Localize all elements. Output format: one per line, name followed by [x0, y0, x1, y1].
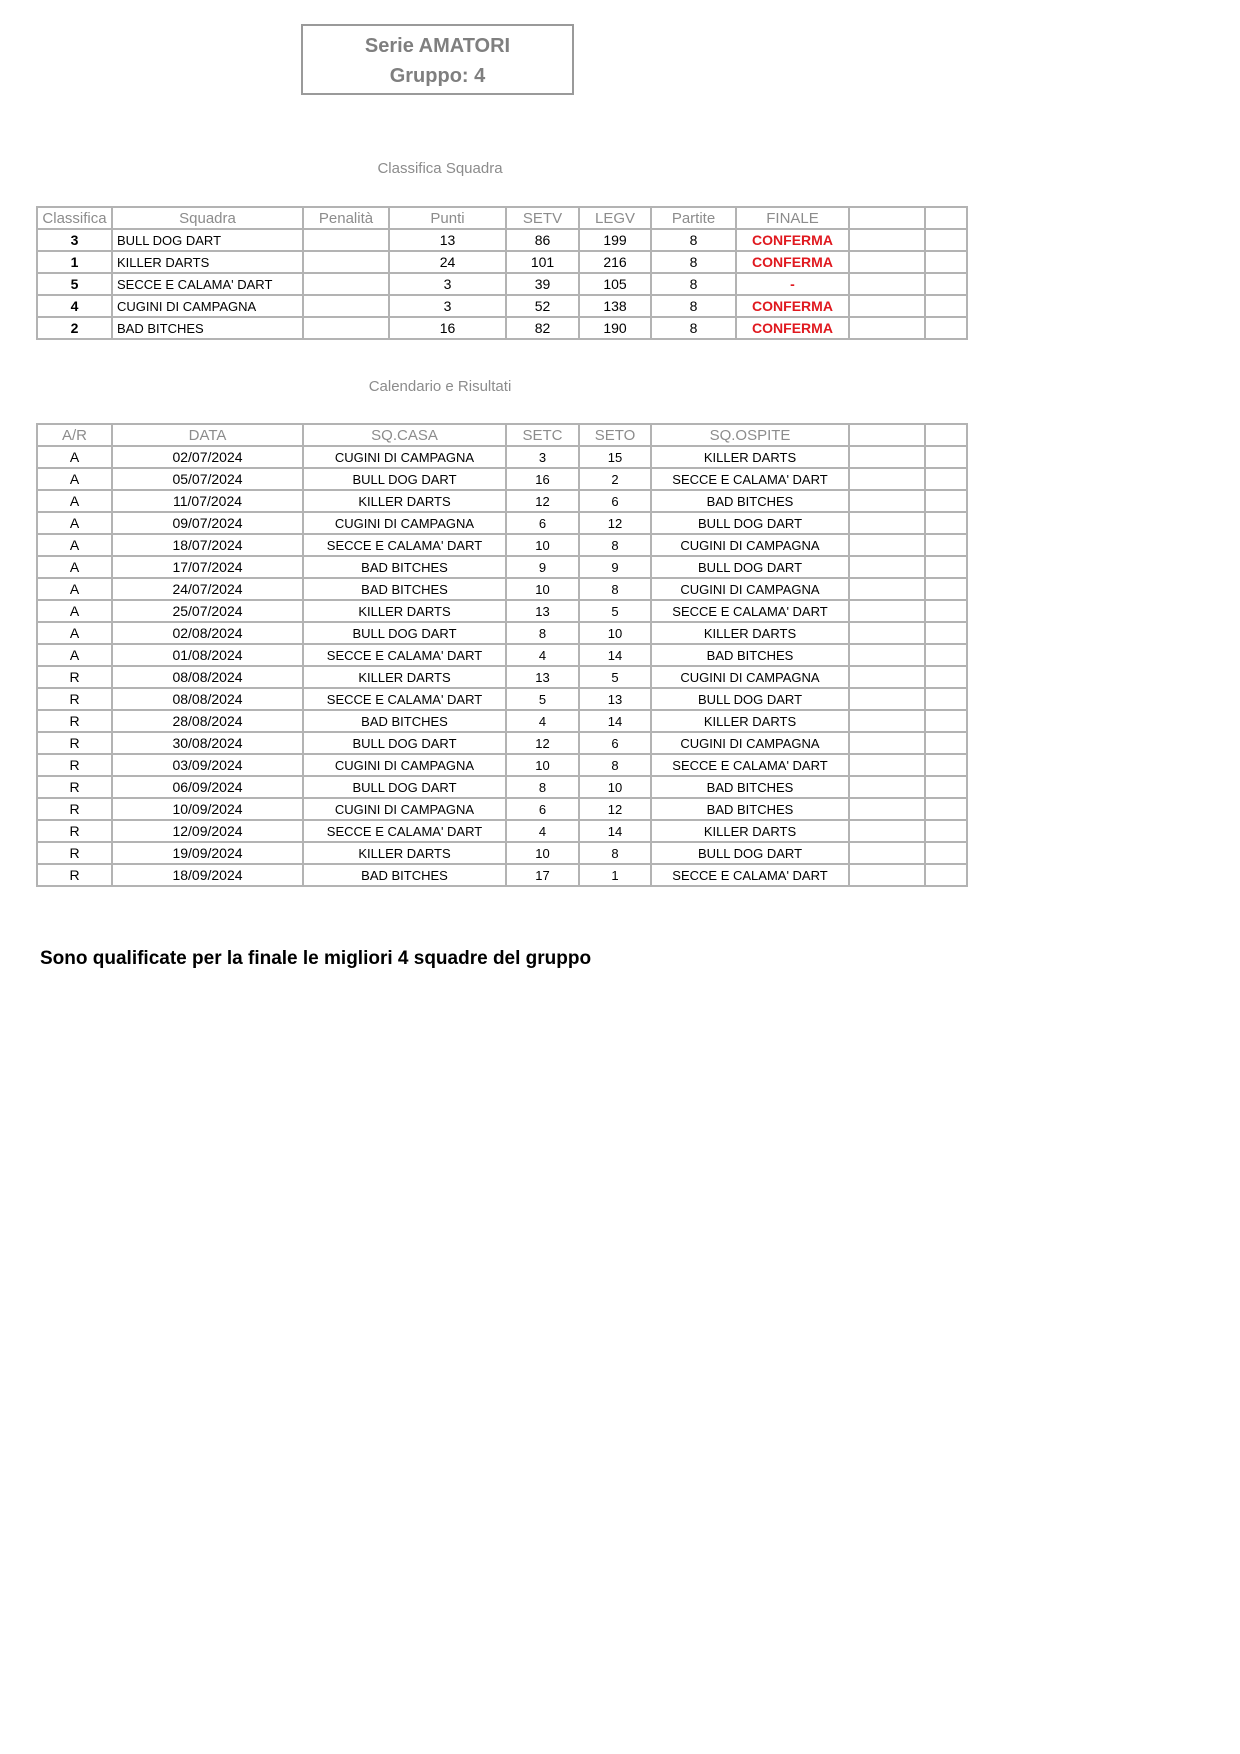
calendar-empty-cell	[849, 556, 925, 578]
calendar-seto: 15	[579, 446, 651, 468]
standings-finale: CONFERMA	[736, 229, 849, 251]
standings-played: 8	[651, 295, 736, 317]
calendar-empty-cell	[925, 798, 967, 820]
calendar-empty-cell	[925, 842, 967, 864]
standings-row	[37, 229, 967, 251]
calendar-ar: A	[37, 644, 112, 666]
calendar-setc: 13	[506, 600, 579, 622]
column-header: Classifica	[37, 207, 112, 229]
calendar-ar: A	[37, 578, 112, 600]
standings-row	[37, 251, 967, 273]
calendar-row	[37, 842, 967, 864]
standings-penalty	[303, 251, 389, 273]
calendar-home-team: SECCE E CALAMA' DART	[303, 644, 506, 666]
calendar-home-team: KILLER DARTS	[303, 490, 506, 512]
standings-table	[36, 206, 968, 340]
column-header: SQ.OSPITE	[651, 424, 849, 446]
calendar-empty-cell	[849, 842, 925, 864]
standings-empty-cell	[849, 251, 925, 273]
calendar-table	[36, 423, 968, 887]
calendar-setc: 8	[506, 622, 579, 644]
calendar-date: 19/09/2024	[112, 842, 303, 864]
calendar-setc: 12	[506, 490, 579, 512]
calendar-seto: 12	[579, 512, 651, 534]
calendar-empty-cell	[849, 644, 925, 666]
calendar-row	[37, 600, 967, 622]
standings-rank: 5	[37, 273, 112, 295]
calendar-seto: 14	[579, 820, 651, 842]
calendar-row	[37, 578, 967, 600]
standings-setv: 101	[506, 251, 579, 273]
calendar-away-team: BAD BITCHES	[651, 776, 849, 798]
calendar-date: 02/07/2024	[112, 446, 303, 468]
calendar-empty-cell	[925, 600, 967, 622]
standings-finale: CONFERMA	[736, 317, 849, 339]
calendar-ar: A	[37, 622, 112, 644]
calendar-ar: R	[37, 820, 112, 842]
calendar-date: 03/09/2024	[112, 754, 303, 776]
calendar-home-team: BAD BITCHES	[303, 710, 506, 732]
calendar-home-team: BULL DOG DART	[303, 468, 506, 490]
standings-empty-cell	[925, 295, 967, 317]
calendar-empty-cell	[849, 798, 925, 820]
calendar-empty-cell	[925, 820, 967, 842]
calendar-row	[37, 732, 967, 754]
standings-rank: 2	[37, 317, 112, 339]
calendar-ar: A	[37, 600, 112, 622]
calendar-empty-cell	[925, 644, 967, 666]
standings-played: 8	[651, 273, 736, 295]
calendar-home-team: KILLER DARTS	[303, 600, 506, 622]
column-header: SETV	[506, 207, 579, 229]
calendar-date: 18/09/2024	[112, 864, 303, 886]
standings-section-label: Classifica Squadra	[377, 160, 503, 177]
calendar-date: 17/07/2024	[112, 556, 303, 578]
calendar-seto: 5	[579, 600, 651, 622]
calendar-date: 05/07/2024	[112, 468, 303, 490]
column-header: Punti	[389, 207, 506, 229]
calendar-ar: R	[37, 842, 112, 864]
calendar-date: 01/08/2024	[112, 644, 303, 666]
calendar-row	[37, 490, 967, 512]
calendar-row	[37, 512, 967, 534]
calendar-away-team: KILLER DARTS	[651, 710, 849, 732]
calendar-empty-cell	[849, 468, 925, 490]
calendar-away-team: BAD BITCHES	[651, 490, 849, 512]
standings-row	[37, 295, 967, 317]
calendar-seto: 8	[579, 754, 651, 776]
standings-finale: CONFERMA	[736, 295, 849, 317]
qualification-note: Sono qualificate per la finale le migliori 4 squadre del gruppo	[40, 948, 592, 969]
standings-empty-cell	[849, 317, 925, 339]
standings-empty-cell	[849, 295, 925, 317]
calendar-home-team: SECCE E CALAMA' DART	[303, 688, 506, 710]
calendar-date: 12/09/2024	[112, 820, 303, 842]
calendar-away-team: BULL DOG DART	[651, 842, 849, 864]
calendar-ar: R	[37, 864, 112, 886]
group-title: Gruppo: 4	[389, 65, 486, 87]
calendar-date: 08/08/2024	[112, 688, 303, 710]
series-title: Serie AMATORI	[364, 35, 511, 57]
standings-finale: CONFERMA	[736, 251, 849, 273]
calendar-row	[37, 534, 967, 556]
column-header: SETC	[506, 424, 579, 446]
calendar-home-team: BULL DOG DART	[303, 776, 506, 798]
standings-rank: 1	[37, 251, 112, 273]
column-header: A/R	[37, 424, 112, 446]
standings-penalty	[303, 295, 389, 317]
standings-empty-cell	[849, 273, 925, 295]
standings-empty-cell	[925, 317, 967, 339]
calendar-empty-cell	[849, 534, 925, 556]
calendar-empty-cell	[925, 864, 967, 886]
calendar-ar: R	[37, 776, 112, 798]
calendar-setc: 5	[506, 688, 579, 710]
calendar-setc: 17	[506, 864, 579, 886]
calendar-row	[37, 666, 967, 688]
calendar-seto: 8	[579, 534, 651, 556]
calendar-ar: A	[37, 556, 112, 578]
calendar-home-team: CUGINI DI CAMPAGNA	[303, 754, 506, 776]
calendar-away-team: BAD BITCHES	[651, 644, 849, 666]
calendar-date: 28/08/2024	[112, 710, 303, 732]
calendar-setc: 8	[506, 776, 579, 798]
calendar-home-team: KILLER DARTS	[303, 666, 506, 688]
calendar-ar: R	[37, 732, 112, 754]
calendar-seto: 12	[579, 798, 651, 820]
column-header	[849, 207, 925, 229]
calendar-home-team: CUGINI DI CAMPAGNA	[303, 446, 506, 468]
standings-team: BAD BITCHES	[112, 317, 303, 339]
standings-legv: 190	[579, 317, 651, 339]
standings-points: 24	[389, 251, 506, 273]
standings-setv: 86	[506, 229, 579, 251]
calendar-row	[37, 644, 967, 666]
calendar-empty-cell	[925, 578, 967, 600]
column-header: Penalità	[303, 207, 389, 229]
standings-setv: 52	[506, 295, 579, 317]
calendar-setc: 10	[506, 534, 579, 556]
calendar-empty-cell	[925, 666, 967, 688]
calendar-empty-cell	[849, 820, 925, 842]
calendar-ar: A	[37, 512, 112, 534]
document-title-box	[301, 24, 574, 95]
calendar-seto: 8	[579, 842, 651, 864]
calendar-home-team: BAD BITCHES	[303, 864, 506, 886]
standings-points: 16	[389, 317, 506, 339]
calendar-seto: 5	[579, 666, 651, 688]
calendar-seto: 8	[579, 578, 651, 600]
column-header: LEGV	[579, 207, 651, 229]
calendar-empty-cell	[849, 710, 925, 732]
calendar-empty-cell	[925, 490, 967, 512]
calendar-seto: 13	[579, 688, 651, 710]
standings-points: 3	[389, 273, 506, 295]
standings-row	[37, 317, 967, 339]
calendar-empty-cell	[925, 688, 967, 710]
calendar-row	[37, 710, 967, 732]
calendar-setc: 6	[506, 798, 579, 820]
calendar-row	[37, 820, 967, 842]
column-header: FINALE	[736, 207, 849, 229]
calendar-setc: 10	[506, 842, 579, 864]
calendar-ar: A	[37, 468, 112, 490]
calendar-home-team: BULL DOG DART	[303, 732, 506, 754]
calendar-ar: R	[37, 798, 112, 820]
standings-setv: 39	[506, 273, 579, 295]
calendar-ar: R	[37, 754, 112, 776]
calendar-empty-cell	[849, 578, 925, 600]
standings-team: CUGINI DI CAMPAGNA	[112, 295, 303, 317]
calendar-away-team: BULL DOG DART	[651, 688, 849, 710]
standings-played: 8	[651, 251, 736, 273]
standings-setv: 82	[506, 317, 579, 339]
calendar-away-team: BULL DOG DART	[651, 556, 849, 578]
calendar-empty-cell	[925, 622, 967, 644]
calendar-row	[37, 688, 967, 710]
calendar-setc: 13	[506, 666, 579, 688]
calendar-empty-cell	[925, 776, 967, 798]
standings-finale: -	[736, 273, 849, 295]
calendar-row	[37, 754, 967, 776]
calendar-home-team: BAD BITCHES	[303, 556, 506, 578]
calendar-home-team: BULL DOG DART	[303, 622, 506, 644]
calendar-empty-cell	[849, 776, 925, 798]
calendar-away-team: KILLER DARTS	[651, 446, 849, 468]
standings-team: SECCE E CALAMA' DART	[112, 273, 303, 295]
calendar-setc: 4	[506, 644, 579, 666]
calendar-seto: 6	[579, 732, 651, 754]
calendar-header-row	[37, 424, 967, 446]
calendar-row	[37, 468, 967, 490]
calendar-setc: 4	[506, 710, 579, 732]
calendar-away-team: SECCE E CALAMA' DART	[651, 864, 849, 886]
standings-row	[37, 273, 967, 295]
calendar-seto: 9	[579, 556, 651, 578]
column-header: Partite	[651, 207, 736, 229]
calendar-home-team: SECCE E CALAMA' DART	[303, 534, 506, 556]
calendar-empty-cell	[849, 446, 925, 468]
calendar-seto: 2	[579, 468, 651, 490]
calendar-setc: 16	[506, 468, 579, 490]
standings-empty-cell	[849, 229, 925, 251]
standings-penalty	[303, 273, 389, 295]
calendar-home-team: BAD BITCHES	[303, 578, 506, 600]
calendar-empty-cell	[849, 490, 925, 512]
calendar-ar: A	[37, 534, 112, 556]
standings-team: KILLER DARTS	[112, 251, 303, 273]
calendar-empty-cell	[925, 732, 967, 754]
standings-played: 8	[651, 229, 736, 251]
standings-played: 8	[651, 317, 736, 339]
column-header	[925, 424, 967, 446]
standings-legv: 199	[579, 229, 651, 251]
calendar-date: 11/07/2024	[112, 490, 303, 512]
calendar-empty-cell	[849, 732, 925, 754]
calendar-row	[37, 776, 967, 798]
calendar-setc: 9	[506, 556, 579, 578]
calendar-empty-cell	[925, 710, 967, 732]
calendar-empty-cell	[849, 666, 925, 688]
calendar-ar: A	[37, 446, 112, 468]
calendar-date: 08/08/2024	[112, 666, 303, 688]
standings-points: 13	[389, 229, 506, 251]
calendar-home-team: SECCE E CALAMA' DART	[303, 820, 506, 842]
column-header	[925, 207, 967, 229]
standings-rank: 3	[37, 229, 112, 251]
calendar-setc: 10	[506, 578, 579, 600]
standings-empty-cell	[925, 251, 967, 273]
calendar-empty-cell	[925, 512, 967, 534]
calendar-away-team: CUGINI DI CAMPAGNA	[651, 732, 849, 754]
standings-rank: 4	[37, 295, 112, 317]
standings-penalty	[303, 317, 389, 339]
calendar-row	[37, 446, 967, 468]
calendar-row	[37, 798, 967, 820]
calendar-date: 24/07/2024	[112, 578, 303, 600]
calendar-away-team: KILLER DARTS	[651, 622, 849, 644]
calendar-date: 09/07/2024	[112, 512, 303, 534]
calendar-home-team: CUGINI DI CAMPAGNA	[303, 798, 506, 820]
calendar-seto: 10	[579, 622, 651, 644]
calendar-setc: 10	[506, 754, 579, 776]
calendar-ar: R	[37, 688, 112, 710]
calendar-away-team: CUGINI DI CAMPAGNA	[651, 666, 849, 688]
standings-header-row	[37, 207, 967, 229]
standings-legv: 216	[579, 251, 651, 273]
standings-legv: 105	[579, 273, 651, 295]
column-header: SQ.CASA	[303, 424, 506, 446]
calendar-away-team: BULL DOG DART	[651, 512, 849, 534]
calendar-date: 02/08/2024	[112, 622, 303, 644]
calendar-empty-cell	[849, 864, 925, 886]
calendar-empty-cell	[849, 512, 925, 534]
standings-team: BULL DOG DART	[112, 229, 303, 251]
calendar-away-team: SECCE E CALAMA' DART	[651, 600, 849, 622]
calendar-setc: 6	[506, 512, 579, 534]
calendar-seto: 6	[579, 490, 651, 512]
calendar-date: 30/08/2024	[112, 732, 303, 754]
calendar-home-team: KILLER DARTS	[303, 842, 506, 864]
calendar-empty-cell	[925, 754, 967, 776]
calendar-empty-cell	[849, 622, 925, 644]
calendar-date: 25/07/2024	[112, 600, 303, 622]
calendar-empty-cell	[925, 446, 967, 468]
standings-legv: 138	[579, 295, 651, 317]
standings-points: 3	[389, 295, 506, 317]
calendar-row	[37, 556, 967, 578]
column-header	[849, 424, 925, 446]
column-header: Squadra	[112, 207, 303, 229]
calendar-home-team: CUGINI DI CAMPAGNA	[303, 512, 506, 534]
calendar-away-team: CUGINI DI CAMPAGNA	[651, 578, 849, 600]
calendar-seto: 14	[579, 710, 651, 732]
calendar-empty-cell	[925, 534, 967, 556]
calendar-away-team: KILLER DARTS	[651, 820, 849, 842]
calendar-seto: 10	[579, 776, 651, 798]
calendar-seto: 14	[579, 644, 651, 666]
column-header: SETO	[579, 424, 651, 446]
calendar-away-team: CUGINI DI CAMPAGNA	[651, 534, 849, 556]
standings-empty-cell	[925, 273, 967, 295]
calendar-ar: R	[37, 666, 112, 688]
standings-empty-cell	[925, 229, 967, 251]
calendar-row	[37, 622, 967, 644]
calendar-row	[37, 864, 967, 886]
calendar-date: 10/09/2024	[112, 798, 303, 820]
calendar-date: 06/09/2024	[112, 776, 303, 798]
standings-penalty	[303, 229, 389, 251]
calendar-setc: 3	[506, 446, 579, 468]
calendar-away-team: BAD BITCHES	[651, 798, 849, 820]
calendar-empty-cell	[925, 468, 967, 490]
calendar-seto: 1	[579, 864, 651, 886]
calendar-empty-cell	[849, 600, 925, 622]
calendar-date: 18/07/2024	[112, 534, 303, 556]
calendar-away-team: SECCE E CALAMA' DART	[651, 468, 849, 490]
calendar-ar: R	[37, 710, 112, 732]
calendar-empty-cell	[849, 688, 925, 710]
calendar-away-team: SECCE E CALAMA' DART	[651, 754, 849, 776]
column-header: DATA	[112, 424, 303, 446]
calendar-empty-cell	[849, 754, 925, 776]
calendar-section-label: Calendario e Risultati	[368, 378, 512, 395]
calendar-ar: A	[37, 490, 112, 512]
calendar-setc: 4	[506, 820, 579, 842]
calendar-setc: 12	[506, 732, 579, 754]
calendar-empty-cell	[925, 556, 967, 578]
